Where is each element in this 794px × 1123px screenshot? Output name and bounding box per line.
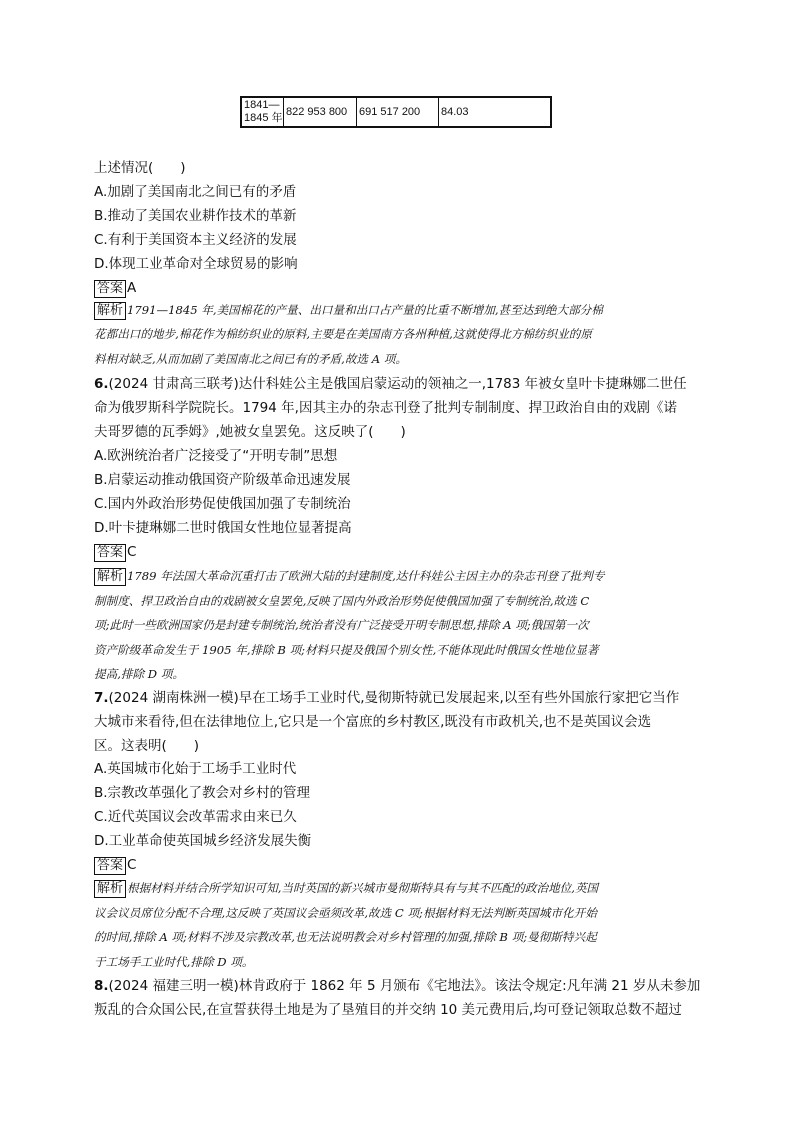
- q7-number: 7.: [94, 690, 109, 706]
- q7-line2: 大城市来看待,但在法律地位上,它只是一个富庶的乡村教区,既没有市政机关,也不是英国议会选: [94, 714, 652, 730]
- q7-explanation-line1: [94, 876, 702, 900]
- answer-label-box: 答案: [94, 857, 126, 875]
- table-period-line2: 1845 年: [244, 112, 283, 124]
- q6-explanation-line5: 提高,排除 D 项。: [94, 667, 184, 681]
- table-cell-col1: 822 953 800: [284, 98, 357, 126]
- q7-option-d: D.工业革命使英国城乡经济发展失衡: [94, 833, 312, 849]
- q7-answer: [94, 855, 136, 875]
- q7-explanation-line2: 议会议员席位分配不合理,这反映了英国议会亟须改革,故选 C 项;根据材料无法判断英国城市化开始: [94, 906, 597, 920]
- q5-stem: 上述情况( ): [94, 160, 186, 176]
- q6-explanation-line1: [94, 564, 702, 588]
- q7-explanation-line4: 于工场手工业时代,排除 D 项。: [94, 955, 254, 969]
- q5-option-d: D.体现工业革命对全球贸易的影响: [94, 256, 298, 272]
- q5-answer-value: A: [127, 280, 137, 296]
- q6-explanation-line3: 项;此时一些欧洲国家仍是封建专制统治,统治者没有广泛接受开明专制思想,排除 A 项;俄国第一次: [94, 618, 589, 632]
- q7-option-b: B.宗教改革强化了教会对乡村的管理: [94, 785, 311, 801]
- q8-line2: 叛乱的合众国公民,在宣誓获得土地是为了垦殖目的并交纳 10 美元费用后,均可登记领取总数不超过: [94, 1002, 682, 1018]
- q6-option-d: D.叶卡捷琳娜二世时俄国女性地位显著提高: [94, 520, 352, 536]
- q6-exp-text1: 1789 年法国大革命沉重打击了欧洲大陆的封建制度,达什科娃公主因主办的杂志刊登了批判专: [127, 569, 605, 583]
- explanation-label-box: 解析: [94, 302, 126, 320]
- answer-label-box: 答案: [94, 280, 126, 298]
- q6-explanation-line4: 资产阶级革命发生于 1905 年,排除 B 项;材料只提及俄国个别女性,不能体现此时俄国女性地位显著: [94, 643, 599, 657]
- q6-option-a: A.欧洲统治者广泛接受了“开明专制”思想: [94, 448, 338, 464]
- q7-line1: [94, 686, 706, 710]
- q5-explanation-line2: 花都出口的地步,棉花作为棉纺织业的原料,主要是在美国南方各州种植,这就使得北方棉纺织业的原: [94, 327, 592, 341]
- q6-number: 6.: [94, 376, 109, 392]
- q6-answer: [94, 542, 136, 562]
- q6-line1: [94, 372, 706, 396]
- q6-option-b: B.启蒙运动推动俄国资产阶级革命迅速发展: [94, 472, 351, 488]
- q5-exp-text1: 1791—1845 年,美国棉花的产量、出口量和出口占产量的比重不断增加,甚至达到绝大部分棉: [127, 303, 603, 317]
- explanation-label-box: 解析: [94, 880, 126, 898]
- q6-answer-value: C: [127, 544, 137, 560]
- q5-explanation-line3: 料相对缺乏,从而加剧了美国南北之间已有的矛盾,故选 A 项。: [94, 352, 407, 366]
- explanation-label-box: 解析: [94, 568, 126, 586]
- q5-option-c: C.有利于美国资本主义经济的发展: [94, 232, 297, 248]
- q7-text1: (2024 湖南株洲一模)早在工场手工业时代,曼彻斯特就已发展起来,以至有些外国旅行家把它当作: [108, 690, 680, 706]
- q7-exp-text1: 根据材料并结合所学知识可知,当时英国的新兴城市曼彻斯特具有与其不匹配的政治地位,英国: [127, 881, 599, 895]
- q7-explanation-line3: 的时间,排除 A 项;材料不涉及宗教改革,也无法说明教会对乡村管理的加强,排除 B 项;曼彻斯特兴起: [94, 930, 597, 944]
- q5-option-a: A.加剧了美国南北之间已有的矛盾: [94, 184, 297, 200]
- q7-option-a: A.英国城市化始于工场手工业时代: [94, 761, 297, 777]
- q8-line1: [94, 974, 706, 998]
- table-period-line1: 1841—: [244, 99, 280, 111]
- q5-option-b: B.推动了美国农业耕作技术的革新: [94, 208, 297, 224]
- q6-line2: 命为俄罗斯科学院院长。1794 年,因其主办的杂志刊登了批判专制制度、捍卫政治自由的戏剧《诺: [94, 400, 677, 416]
- q6-explanation-line2: 制制度、捍卫政治自由的戏剧被女皇罢免,反映了国内外政治形势促使俄国加强了专制统治,故选 C: [94, 594, 590, 608]
- q5-explanation-line1: [94, 298, 702, 322]
- q7-option-c: C.近代英国议会改革需求由来已久: [94, 809, 297, 825]
- q6-line3: 夫哥罗德的瓦季姆》,她被女皇罢免。这反映了( ): [94, 424, 406, 440]
- q8-number: 8.: [94, 978, 109, 994]
- table-cell-col3: 84.03: [441, 106, 469, 118]
- q7-line3: 区。这表明( ): [94, 738, 200, 754]
- table-cell-col2: 691 517 200: [357, 98, 439, 126]
- q6-option-c: C.国内外政治形势促使俄国加强了专制统治: [94, 496, 351, 512]
- q6-text1: (2024 甘肃高三联考)达什科娃公主是俄国启蒙运动的领袖之一,1783 年被女皇叶卡捷琳娜二世任: [108, 376, 687, 392]
- answer-label-box: 答案: [94, 544, 126, 562]
- q8-text1: (2024 福建三明一模)林肯政府于 1862 年 5 月颁布《宅地法》。该法令规定:凡年满 21 岁从未参加: [108, 978, 701, 994]
- table-cell-period: [242, 98, 284, 126]
- data-table-row: [240, 96, 552, 128]
- q5-answer: [94, 278, 136, 298]
- q7-answer-value: C: [127, 857, 137, 873]
